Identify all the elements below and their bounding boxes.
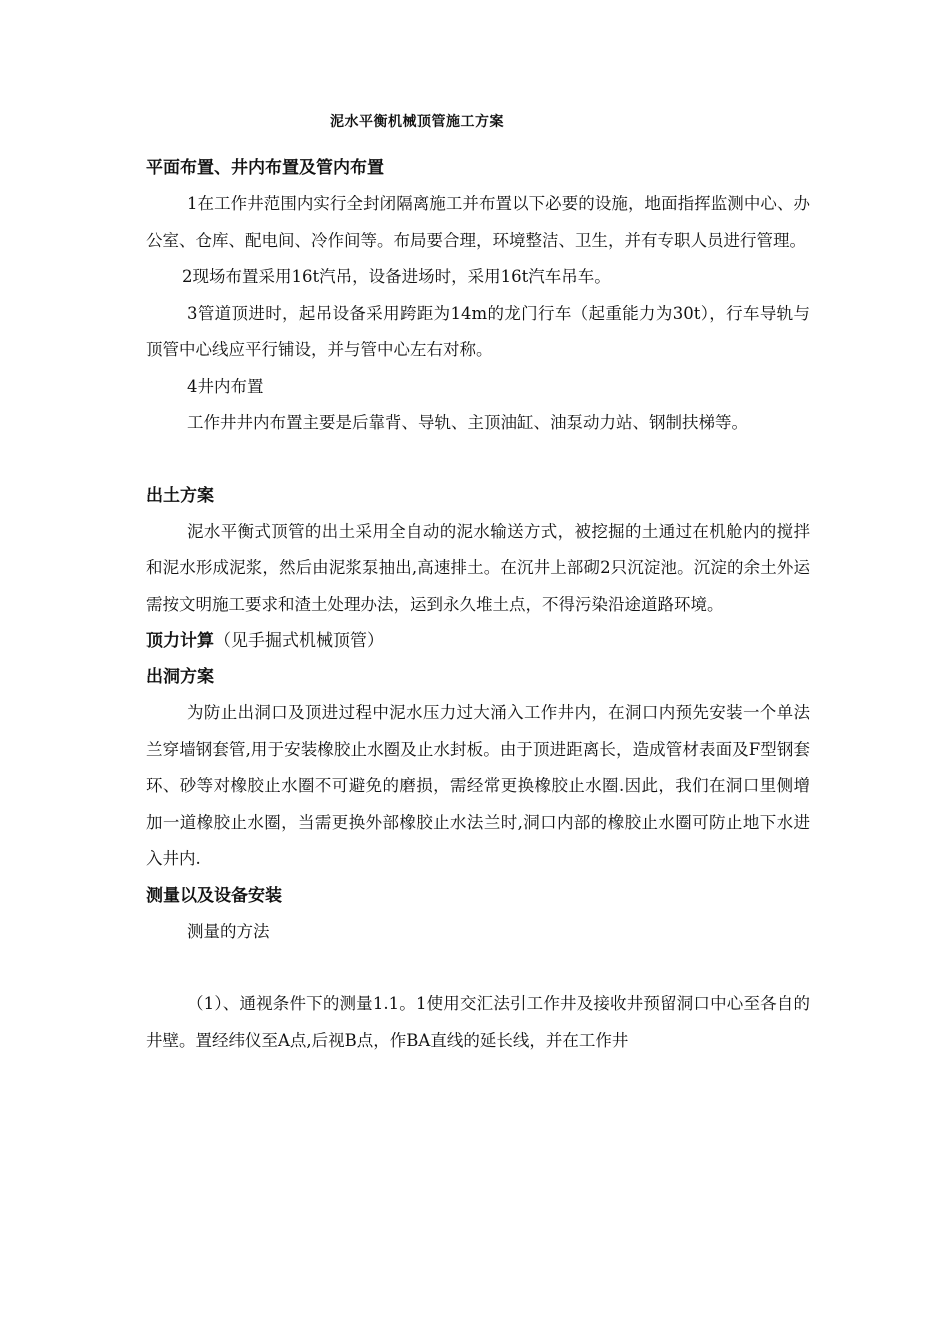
paragraph-layout-2: 2现场布置采用16t汽吊，设备进场时，采用16t汽车吊车。 — [182, 267, 611, 286]
section-heading-survey: 测量以及设备安装 — [146, 885, 282, 906]
paragraph-soil-1: 泥水平衡式顶管的出土采用全自动的泥水输送方式，被挖掘的土通过在机舱内的搅拌和泥水形成泥浆，然后由泥浆泵抽出,高速排土。在沉井上部砌2只沉淀池。沉淀的余土外运需按文明施工要求和渣土处理办法，运到永久堆土点，不得污染沿途道路环境。 — [146, 521, 810, 614]
section-heading-soil: 出土方案 — [146, 485, 214, 506]
paragraph-layout-1: 1在工作井范围内实行全封闭隔离施工并布置以下必要的设施，地面指挥监测中心、办公室、仓库、配电间、冷作间等。布局要合理，环境整洁、卫生，并有专职人员进行管理。 — [146, 194, 810, 250]
force-heading-note: （见手掘式机械顶管） — [214, 631, 384, 651]
paragraph-layout-4: 4井内布置 — [187, 376, 264, 396]
paragraph-layout-3: 3管道顶进时，起吊设备采用跨距为14m的龙门行车（起重能力为30t），行车导轨与顶管中心线应平行铺设，并与管中心左右对称。 — [146, 303, 810, 359]
paragraph-exit-1: 为防止出洞口及顶进过程中泥水压力过大涌入工作井内，在洞口内预先安装一个单法兰穿墙钢套管,用于安装橡胶止水圈及止水封板。由于顶进距离长，造成管材表面及F型钢套环、砂等对橡胶止水圈不可避免的磨损，需经常更换橡胶止水圈.因此，我们在洞口里侧增加一道橡胶止水圈，当需更换外部橡胶止水法兰时,洞口内部的橡胶止水圈可防止地下水进入井内. — [146, 703, 810, 868]
spacer — [146, 950, 810, 986]
paragraph-layout-5: 工作井井内布置主要是后靠背、导轨、主顶油缸、油泵动力站、钢制扶梯等。 — [187, 413, 748, 432]
spacer — [146, 442, 810, 478]
document-title: 泥水平衡机械顶管施工方案 — [330, 114, 504, 130]
section-heading-layout: 平面布置、井内布置及管内布置 — [146, 158, 384, 178]
force-heading-bold: 顶力计算 — [146, 631, 214, 651]
paragraph-survey-2: （1）、通视条件下的测量1.1。1使用交汇法引工作井及接收井预留洞口中心至各自的井壁。置经纬仪至A点,后视B点，作BA直线的延长线，并在工作井 — [146, 994, 810, 1050]
paragraph-survey-1: 测量的方法 — [187, 921, 270, 941]
section-heading-exit: 出洞方案 — [146, 667, 214, 687]
section-heading-force — [146, 623, 810, 659]
document-body — [146, 150, 810, 1059]
